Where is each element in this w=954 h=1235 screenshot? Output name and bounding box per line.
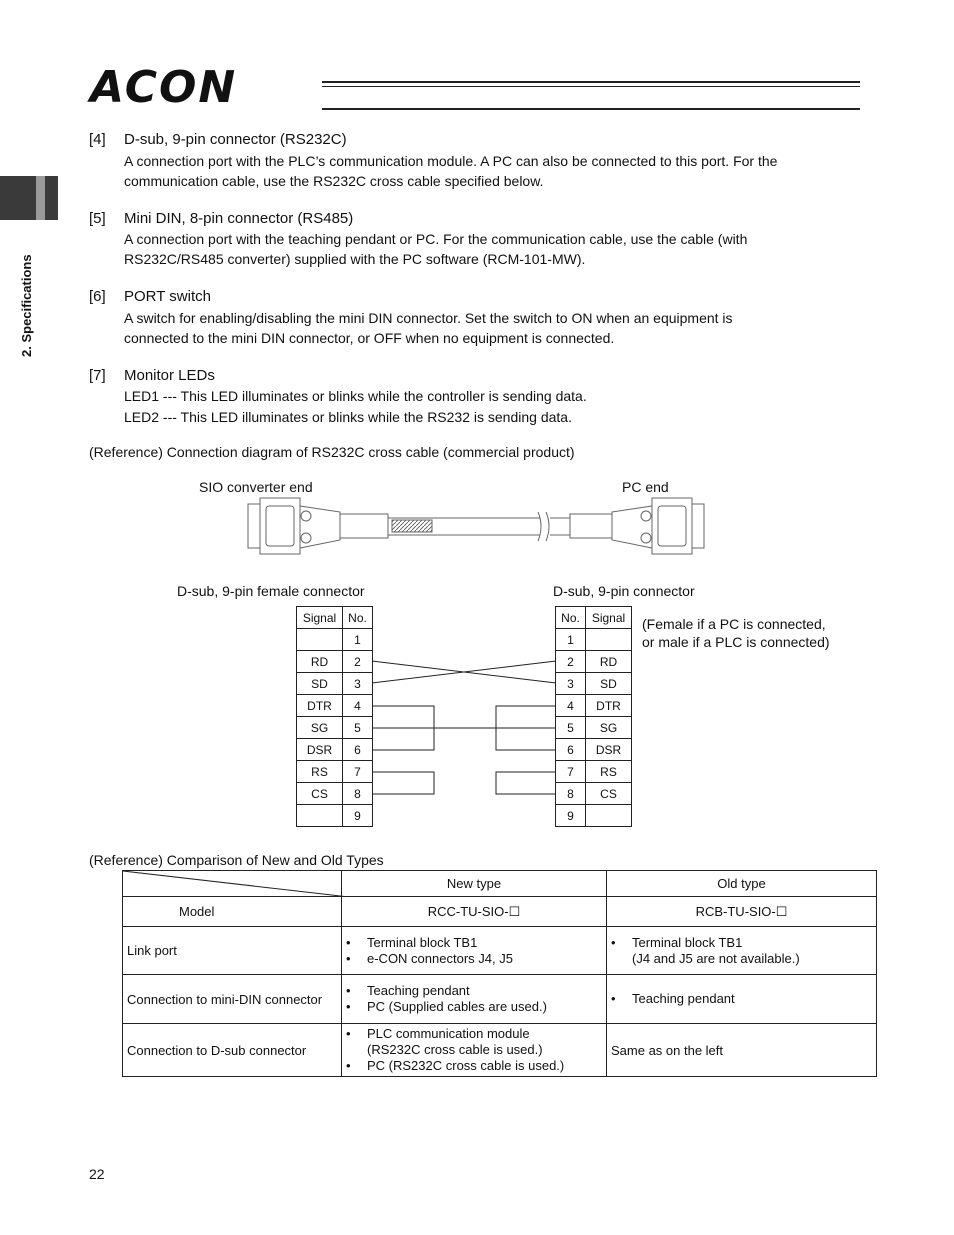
bullet: • bbox=[346, 934, 351, 950]
bullet: • bbox=[346, 999, 351, 1014]
pin-row bbox=[297, 783, 373, 805]
section-title: Mini DIN, 8-pin connector (RS485) bbox=[124, 210, 354, 227]
pin-signal: DTR bbox=[586, 695, 632, 717]
right-connector-label: D-sub, 9-pin connector bbox=[553, 583, 695, 599]
pin-row bbox=[297, 739, 373, 761]
pin-row bbox=[556, 717, 632, 739]
item-text: Teaching pendant bbox=[632, 991, 735, 1006]
pin-number: 6 bbox=[343, 739, 373, 761]
section-text-line: RS232C/RS485 converter) supplied with the PC software (RCM-101-MW). bbox=[124, 251, 586, 267]
item-text: Terminal block TB1 bbox=[367, 934, 478, 950]
bullet: • bbox=[611, 934, 616, 950]
pin-number: 9 bbox=[343, 805, 373, 827]
pin-table-header bbox=[297, 607, 373, 629]
list-item bbox=[346, 1042, 602, 1058]
list-item bbox=[611, 991, 872, 1007]
pin-number: 1 bbox=[556, 629, 586, 651]
list-item bbox=[611, 951, 872, 967]
chapter-label: 2. Specifications bbox=[19, 254, 34, 357]
header-rule-bottom bbox=[322, 108, 860, 110]
new-type-cell bbox=[342, 927, 607, 975]
pin-signal: RS bbox=[586, 761, 632, 783]
pin-row bbox=[297, 717, 373, 739]
sio-converter-end-label: SIO converter end bbox=[199, 479, 313, 495]
section-title: D-sub, 9-pin connector (RS232C) bbox=[124, 131, 347, 148]
pin-number: 4 bbox=[556, 695, 586, 717]
pin-number: 2 bbox=[343, 651, 373, 673]
pin-number: 8 bbox=[343, 783, 373, 805]
item-text: PLC communication module bbox=[367, 1026, 530, 1041]
right-pin-table bbox=[555, 606, 632, 827]
item-text: (RS232C cross cable is used.) bbox=[367, 1042, 543, 1057]
pin-signal: DTR bbox=[297, 695, 343, 717]
pin-row bbox=[297, 761, 373, 783]
reference-caption-comparison: (Reference) Comparison of New and Old Types bbox=[89, 852, 384, 868]
page-number: 22 bbox=[89, 1166, 105, 1182]
list-item bbox=[346, 935, 602, 951]
pin-number: 9 bbox=[556, 805, 586, 827]
pin-signal: RD bbox=[297, 651, 343, 673]
row-label: Connection to mini-DIN connector bbox=[123, 975, 342, 1024]
item-text: Teaching pendant bbox=[367, 983, 470, 998]
diagonal-header-cell bbox=[123, 871, 342, 897]
pin-table-header bbox=[556, 607, 632, 629]
section-number: [4] bbox=[89, 131, 106, 148]
old-type-header: Old type bbox=[607, 871, 877, 897]
bullet bbox=[346, 1042, 367, 1058]
item-text: e-CON connectors J4, J5 bbox=[367, 950, 513, 966]
d-sub-row bbox=[123, 1024, 877, 1077]
pin-number: 7 bbox=[556, 761, 586, 783]
section-number: [7] bbox=[89, 367, 106, 384]
cable-illustration bbox=[240, 494, 720, 566]
comparison-table bbox=[122, 870, 877, 1077]
pin-signal: RD bbox=[586, 651, 632, 673]
link-port-row bbox=[123, 927, 877, 975]
pin-signal: CS bbox=[297, 783, 343, 805]
item-text: Terminal block TB1 bbox=[632, 934, 743, 950]
pin-row bbox=[556, 629, 632, 651]
model-label: Model bbox=[123, 897, 342, 927]
section-text-line: LED1 --- This LED illuminates or blinks while the controller is sending data. bbox=[124, 388, 587, 404]
wire-left-rs-cs-loop bbox=[372, 772, 434, 794]
pin-row bbox=[297, 695, 373, 717]
pin-row bbox=[297, 629, 373, 651]
pin-number: 7 bbox=[343, 761, 373, 783]
pin-signal bbox=[586, 629, 632, 651]
section-number: [5] bbox=[89, 210, 106, 227]
comparison-header-row bbox=[123, 871, 877, 897]
header-rule-mid bbox=[322, 86, 860, 87]
old-type-cell bbox=[607, 975, 877, 1024]
header-rule-top bbox=[322, 81, 860, 83]
pin-number: 1 bbox=[343, 629, 373, 651]
diagonal-line bbox=[123, 871, 349, 897]
pin-signal: SG bbox=[297, 717, 343, 739]
list-item bbox=[346, 1058, 602, 1074]
section-text-line: A connection port with the PLC’s communication module. A PC can also be connected to this port. For the bbox=[124, 153, 778, 169]
wire-right-rs-cs-loop bbox=[496, 772, 556, 794]
pin-row bbox=[297, 651, 373, 673]
pin-number: 4 bbox=[343, 695, 373, 717]
mini-din-row bbox=[123, 975, 877, 1024]
pin-row bbox=[556, 695, 632, 717]
bullet: • bbox=[346, 983, 351, 998]
pin-row bbox=[556, 783, 632, 805]
row-label: Link port bbox=[123, 927, 342, 975]
item-text: PC (Supplied cables are used.) bbox=[367, 999, 547, 1014]
pin-signal: DSR bbox=[297, 739, 343, 761]
item-text: PC (RS232C cross cable is used.) bbox=[367, 1058, 565, 1073]
list-item bbox=[611, 935, 872, 951]
no-header: No. bbox=[343, 607, 373, 629]
section-text-line: LED2 --- This LED illuminates or blinks while the RS232 is sending data. bbox=[124, 409, 572, 425]
pin-signal: SG bbox=[586, 717, 632, 739]
pin-signal: CS bbox=[586, 783, 632, 805]
acon-logo: ACON bbox=[90, 62, 238, 113]
pin-row bbox=[556, 761, 632, 783]
connector-note-line: (Female if a PC is connected, bbox=[642, 616, 826, 632]
bullet: • bbox=[346, 1058, 351, 1073]
pin-signal: RS bbox=[297, 761, 343, 783]
chapter-tab-dark bbox=[0, 176, 36, 220]
pin-signal: SD bbox=[586, 673, 632, 695]
list-item bbox=[346, 1026, 602, 1042]
list-item bbox=[346, 983, 602, 999]
pin-row bbox=[297, 805, 373, 827]
old-type-cell: Same as on the left bbox=[607, 1024, 877, 1077]
section-text-line: communication cable, use the RS232C cross cable specified below. bbox=[124, 173, 544, 189]
pc-end-label: PC end bbox=[622, 479, 669, 495]
pin-signal bbox=[297, 629, 343, 651]
wiring-diagram bbox=[370, 650, 558, 800]
pin-row bbox=[556, 651, 632, 673]
chapter-tab-end bbox=[45, 176, 58, 220]
section-text-line: A switch for enabling/disabling the mini DIN connector. Set the switch to ON when an equipment is bbox=[124, 310, 733, 326]
section-number: [6] bbox=[89, 288, 106, 305]
row-label: Connection to D-sub connector bbox=[123, 1024, 342, 1077]
no-header: No. bbox=[556, 607, 586, 629]
section-title: PORT switch bbox=[124, 288, 211, 305]
bullet: • bbox=[346, 1026, 351, 1041]
pin-row bbox=[556, 805, 632, 827]
pin-number: 2 bbox=[556, 651, 586, 673]
item-text: (J4 and J5 are not available.) bbox=[632, 950, 800, 966]
pin-number: 6 bbox=[556, 739, 586, 761]
pin-number: 5 bbox=[556, 717, 586, 739]
reference-caption-cable: (Reference) Connection diagram of RS232C cross cable (commercial product) bbox=[89, 444, 575, 460]
bullet: • bbox=[346, 950, 351, 966]
pin-signal bbox=[297, 805, 343, 827]
pin-row bbox=[556, 739, 632, 761]
connector-note-line: or male if a PLC is connected) bbox=[642, 634, 830, 650]
left-connector-label: D-sub, 9-pin female connector bbox=[177, 583, 365, 599]
list-item bbox=[346, 951, 602, 967]
section-title: Monitor LEDs bbox=[124, 367, 215, 384]
pin-number: 3 bbox=[556, 673, 586, 695]
pin-signal: DSR bbox=[586, 739, 632, 761]
pin-number: 5 bbox=[343, 717, 373, 739]
old-model-value: RCB-TU-SIO-☐ bbox=[607, 897, 877, 927]
list-item bbox=[346, 999, 602, 1015]
pin-row bbox=[556, 673, 632, 695]
bullet: • bbox=[611, 991, 616, 1006]
new-type-cell bbox=[342, 975, 607, 1024]
chapter-tab-mid bbox=[36, 176, 45, 220]
old-type-cell bbox=[607, 927, 877, 975]
pin-row bbox=[297, 673, 373, 695]
pin-signal: SD bbox=[297, 673, 343, 695]
pin-number: 8 bbox=[556, 783, 586, 805]
section-text-line: connected to the mini DIN connector, or OFF when no equipment is connected. bbox=[124, 330, 615, 346]
signal-header: Signal bbox=[586, 607, 632, 629]
model-row bbox=[123, 897, 877, 927]
new-type-cell bbox=[342, 1024, 607, 1077]
left-pin-table bbox=[296, 606, 373, 827]
new-type-header: New type bbox=[342, 871, 607, 897]
bullet bbox=[611, 951, 632, 967]
pin-number: 3 bbox=[343, 673, 373, 695]
new-model-value: RCC-TU-SIO-☐ bbox=[342, 897, 607, 927]
section-text-line: A connection port with the teaching pendant or PC. For the communication cable, use the cable (with bbox=[124, 231, 748, 247]
pin-signal bbox=[586, 805, 632, 827]
signal-header: Signal bbox=[297, 607, 343, 629]
